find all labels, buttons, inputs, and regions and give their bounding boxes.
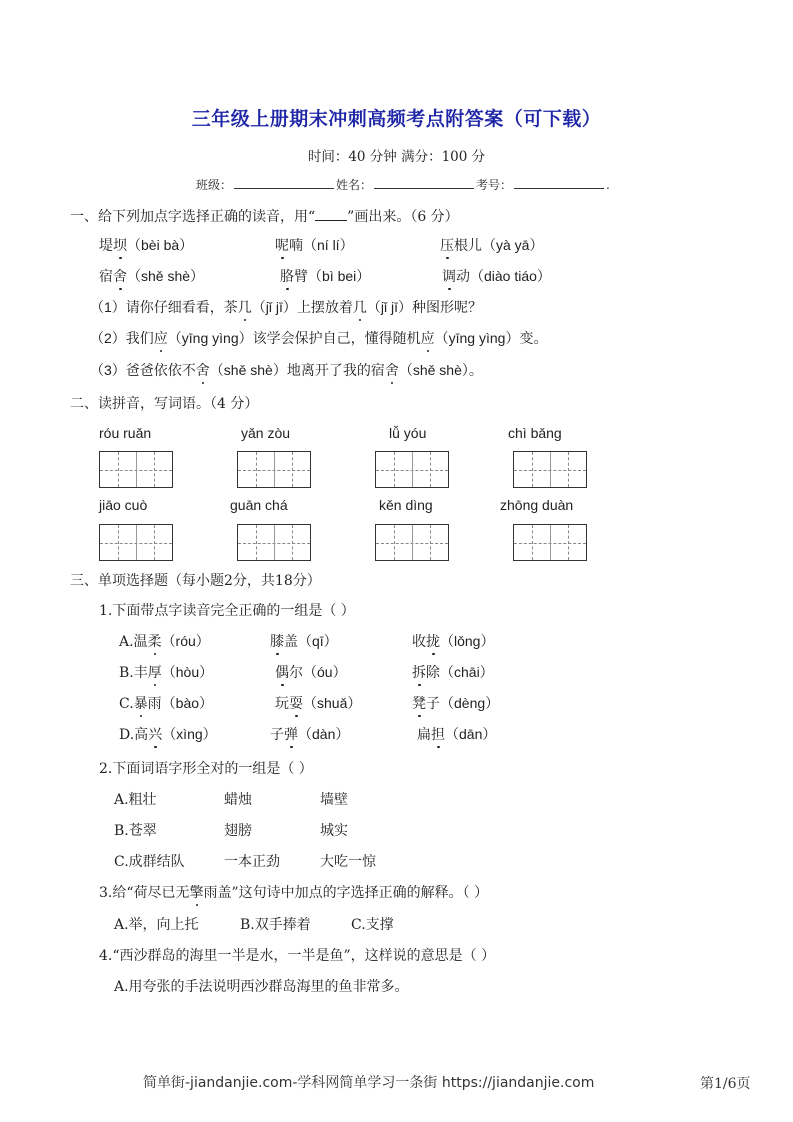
dotted-char: 膝 <box>270 631 284 651</box>
dotted-char: 厚 <box>148 662 162 682</box>
s1-item-5 <box>280 266 370 286</box>
footer-watermark: 简单街-jiandanjie.com-学科网简单学习一条街 https://jiandanjie.com <box>143 1075 595 1091</box>
dotted-char: 耍 <box>289 693 303 713</box>
pinyin-options[interactable]: （yà yā） <box>482 237 544 253</box>
dotted-char: 柔 <box>148 631 162 651</box>
page-number: 第1/6页 <box>700 1076 751 1092</box>
q2-word: 墙壁 <box>320 792 348 808</box>
q2-word: 翅膀 <box>224 823 252 839</box>
pinyin-options[interactable]: （diào tiáo） <box>470 268 551 284</box>
text: C. <box>119 696 134 712</box>
s1-item-6 <box>442 266 551 286</box>
word-text: 根儿 <box>454 238 482 254</box>
pinyin: （óu） <box>303 664 347 680</box>
pinyin-options[interactable]: （bèi bà） <box>127 237 194 253</box>
q2-option-c[interactable]: C.成群结队 <box>114 854 185 870</box>
pinyin: （shuǎ） <box>303 695 362 711</box>
pinyin-label: kěn dìng <box>379 497 433 513</box>
q3-option-a[interactable]: A.举，向上托 <box>114 917 199 933</box>
writing-grid[interactable] <box>513 451 587 488</box>
writing-grid[interactable] <box>99 524 173 561</box>
text: 雨 <box>147 696 162 712</box>
text: 玩 <box>275 696 289 712</box>
text: 尔 <box>289 665 303 681</box>
q2-word: 城实 <box>320 823 348 839</box>
text: 雨盖”这句诗中加点的字选择正确的解释。（ ） <box>203 885 489 901</box>
exam-number-label: 考号： <box>476 178 513 192</box>
sentence-number: （3） <box>90 362 126 378</box>
q1-option-c2 <box>275 693 361 713</box>
pinyin: （róu） <box>161 633 210 649</box>
dotted-char: 几 <box>353 297 367 317</box>
writing-grid[interactable] <box>237 451 311 488</box>
q1-option-c1[interactable] <box>119 693 213 713</box>
sentence-text[interactable]: （shě shè）地离开了我的宿 <box>209 362 385 378</box>
section1-heading-post: ”画出来。（6 分） <box>347 209 459 225</box>
dotted-char: 舍 <box>113 266 127 286</box>
sentence-text[interactable]: （jǐ jī）上摆放着 <box>251 299 353 315</box>
sentence-number: （1） <box>90 299 126 315</box>
dotted-char: 呢 <box>275 235 289 255</box>
text: 3.给“荷尽已无 <box>99 885 190 901</box>
pinyin-options[interactable]: （ní lí） <box>303 237 354 253</box>
s1-item-4 <box>99 266 204 286</box>
section2-heading: 二、读拼音，写词语。（4 分） <box>70 396 259 412</box>
name-field[interactable] <box>374 176 474 189</box>
end-mark: . <box>606 178 610 192</box>
dotted-char: 应 <box>421 328 435 348</box>
q2-option-b[interactable]: B.苍翠 <box>114 823 157 839</box>
underline-sample <box>315 208 347 221</box>
dotted-char: 坝 <box>113 235 127 255</box>
text: 扁 <box>417 727 431 743</box>
name-label: 姓名： <box>336 178 373 192</box>
sentence-number: （2） <box>90 330 126 346</box>
q1-option-a1[interactable] <box>119 631 210 651</box>
writing-grid[interactable] <box>375 451 449 488</box>
s1-item-3 <box>440 235 543 255</box>
word-text: 动 <box>456 269 470 285</box>
pinyin: （bào） <box>161 695 214 711</box>
dotted-char: 压 <box>440 235 454 255</box>
writing-grid[interactable] <box>375 524 449 561</box>
sentence-text[interactable]: （jǐ jī）种图形呢？ <box>366 299 483 315</box>
sentence-text: 我们 <box>125 331 154 347</box>
q1-option-a2 <box>270 631 338 651</box>
pinyin: （lǒng） <box>440 633 495 649</box>
q2-word: 蜡烛 <box>224 792 252 808</box>
q1-stem: 1.下面带点字读音完全正确的一组是（ ） <box>99 603 355 619</box>
sentence-text: 请你仔细看看，茶 <box>125 300 238 316</box>
q2-word: 一本正劲 <box>224 854 280 870</box>
dotted-char: 舍 <box>196 360 210 380</box>
text: 子 <box>270 727 284 743</box>
q1-option-c3 <box>412 693 499 713</box>
q3-option-b[interactable]: B.双手捧着 <box>240 917 311 933</box>
q4-stem: 4.“西沙群岛的海里一半是水，一半是鱼”，这样说的意思是（ ） <box>99 948 496 964</box>
q1-option-b3 <box>412 662 494 682</box>
pinyin-label: zhōng duàn <box>500 497 574 513</box>
pinyin-options[interactable]: （shě shè） <box>127 268 205 284</box>
q1-option-d2 <box>270 724 349 744</box>
pinyin: （dān） <box>445 726 497 742</box>
section1-heading-pre: 一、给下列加点字选择正确的读音，用“ <box>70 209 316 225</box>
q1-option-b2 <box>275 662 347 682</box>
pinyin-label: lǚ yóu <box>389 425 427 441</box>
class-field[interactable] <box>234 176 334 189</box>
s1-item-2 <box>275 235 354 255</box>
student-info-row <box>196 176 610 193</box>
sentence-text[interactable]: （yīng yìng）变。 <box>434 330 548 346</box>
dotted-char: 胳 <box>280 266 294 286</box>
pinyin-options[interactable]: （bì bei） <box>308 268 371 284</box>
exam-time-score: 时间：40 分钟 满分：100 分 <box>307 149 486 165</box>
dotted-char: 拢 <box>426 631 440 651</box>
q1-option-d1[interactable] <box>119 724 217 744</box>
dotted-char: 兴 <box>148 724 162 744</box>
pinyin: （xìng） <box>162 726 217 742</box>
text: A.温 <box>119 634 148 650</box>
q1-option-b1[interactable] <box>119 662 213 682</box>
q3-option-c[interactable]: C.支撑 <box>351 917 394 933</box>
text: 盖 <box>284 634 298 650</box>
word-text: 宿 <box>99 269 113 285</box>
s1-sentence-1 <box>90 297 482 317</box>
pinyin: （dàn） <box>298 726 350 742</box>
dotted-char: 几 <box>238 297 252 317</box>
pinyin: （qī） <box>298 633 338 649</box>
writing-grid[interactable] <box>513 524 587 561</box>
q1-option-a3 <box>412 631 494 651</box>
word-text: 臂 <box>294 269 308 285</box>
writing-grid[interactable] <box>237 524 311 561</box>
q4-option-a[interactable]: A.用夸张的手法说明西沙群岛海里的鱼非常多。 <box>114 979 409 995</box>
dotted-char: 舍 <box>385 360 399 380</box>
pinyin-label: guān chá <box>230 497 288 513</box>
dotted-char: 弹 <box>284 724 298 744</box>
dotted-char: 擎 <box>190 882 204 902</box>
q2-stem: 2.下面词语字形全对的一组是（ ） <box>99 761 313 777</box>
class-label: 班级： <box>196 178 233 192</box>
word-text: 喃 <box>289 238 303 254</box>
sentence-text: 爸爸依依不 <box>125 363 196 379</box>
pinyin: （hòu） <box>161 664 214 680</box>
exam-number-field[interactable] <box>514 176 604 189</box>
text: 收 <box>412 634 426 650</box>
writing-grid[interactable] <box>99 451 173 488</box>
s1-item-1 <box>99 235 193 255</box>
sentence-text[interactable]: （yīng yìng）该学会保护自己，懂得随机 <box>167 330 421 346</box>
dotted-char: 应 <box>154 328 168 348</box>
pinyin: （chāi） <box>440 664 494 680</box>
text: D.高 <box>119 727 149 743</box>
q1-option-d3 <box>417 724 496 744</box>
pinyin-label: róu ruǎn <box>99 425 152 441</box>
dotted-char: 担 <box>431 724 445 744</box>
pinyin: （dèng） <box>440 695 500 711</box>
s1-sentence-2 <box>90 328 547 348</box>
q2-option-a[interactable]: A.粗壮 <box>114 792 157 808</box>
pinyin-label: jiāo cuò <box>99 497 148 513</box>
dotted-char: 调 <box>442 266 456 286</box>
dotted-char: 拆 <box>412 662 426 682</box>
text: 除 <box>426 665 440 681</box>
sentence-text[interactable]: （shě shè）。 <box>398 362 483 378</box>
dotted-char: 暴 <box>134 693 148 713</box>
q2-word: 大吃一惊 <box>320 854 376 870</box>
section3-heading: 三、单项选择题（每小题2分，共18分） <box>70 573 321 589</box>
text: 子 <box>426 696 440 712</box>
q3-stem <box>99 882 488 902</box>
dotted-char: 偶 <box>275 662 289 682</box>
s1-sentence-3 <box>90 360 483 380</box>
section1-heading <box>70 206 459 226</box>
word-text: 堤 <box>99 238 113 254</box>
page-title: 三年级上册期末冲刺高频考点附答案（可下载） <box>191 108 602 130</box>
pinyin-label: yǎn zòu <box>241 425 291 441</box>
pinyin-label: chì bǎng <box>508 425 562 441</box>
text: B.丰 <box>119 665 148 681</box>
dotted-char: 凳 <box>412 693 426 713</box>
